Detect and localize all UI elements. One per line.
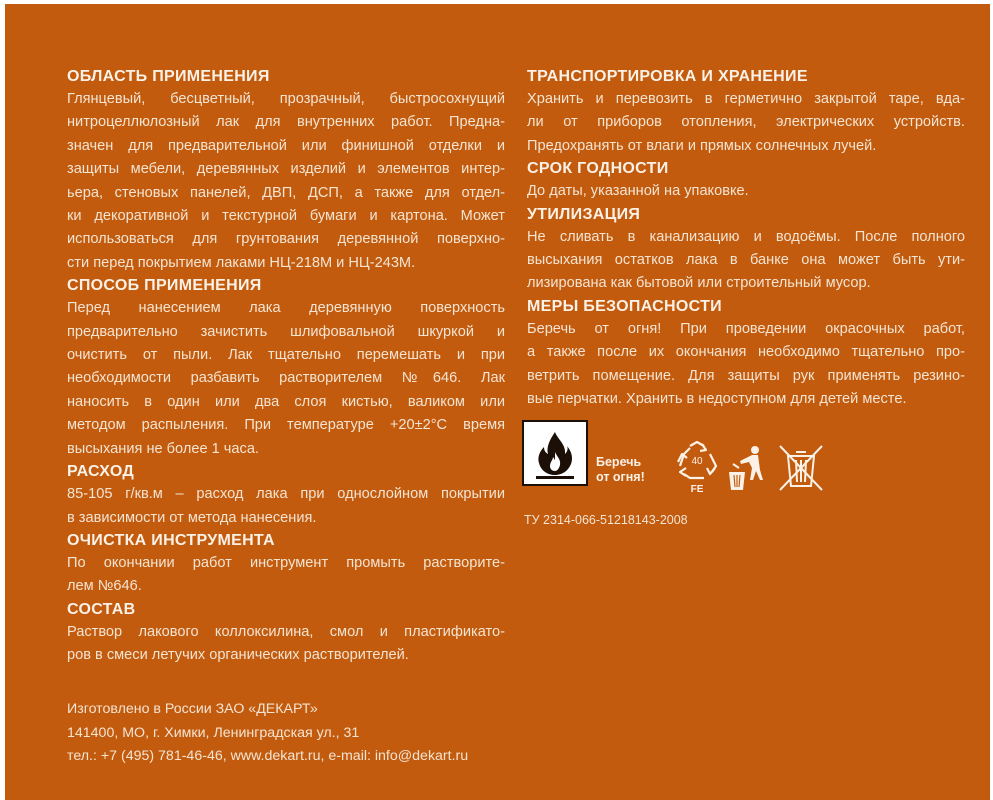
text-line: 85-105 г/кв.м – расход лака при однослойном покрытии: [67, 486, 505, 503]
fire-caption-line2: от огня!: [596, 470, 645, 484]
text-line: высыхания не более 1 часа.: [67, 440, 259, 457]
text-line: наносить в один или два слоя кистью, валиком или: [67, 393, 505, 410]
text-line: Хранить и перевозить в герметично закрытой таре, вда-: [527, 91, 965, 107]
section: [527, 296, 965, 412]
text-line: сти перед покрытием лаками НЦ-218М и НЦ-243М.: [67, 254, 416, 271]
recycle-number: 40: [691, 456, 703, 467]
text-line: вые перчатки. Хранить в недоступном для детей месте.: [527, 391, 907, 408]
left-column: [67, 66, 505, 668]
text-line: Глянцевый, бесцветный, прозрачный, быстросохнущий: [67, 91, 505, 107]
section: [527, 66, 965, 158]
text-line: защиты мебели, деревянных изделий и элементов интер-: [67, 161, 505, 178]
section-text: [527, 180, 965, 203]
text-line: а также после их окончания необходимо тщательно про-: [527, 344, 965, 361]
text-line: ли от приборов отопления, электрических устройств.: [527, 114, 965, 131]
right-column: [527, 66, 965, 411]
text-line: ветрить помещение. Для защиты рук применять резино-: [527, 367, 965, 384]
warning-icons: [522, 420, 842, 496]
section-heading: ОБЛАСТЬ ПРИМЕНЕНИЯ: [67, 68, 270, 85]
section-heading: СРОК ГОДНОСТИ: [527, 160, 669, 178]
text-line: ки декоративной и текстурной бумаги и картона. Может: [67, 208, 505, 225]
text-line: нитроцеллюлозный лак для внутренних работ. Предна-: [67, 114, 505, 131]
text-line: лем №646.: [67, 578, 142, 595]
text-line: До даты, указанной на упаковке.: [527, 183, 749, 200]
text-line: значен для предварительной или финишной отделки и: [67, 137, 505, 154]
section-text: [67, 552, 505, 599]
text-line: Перед нанесением лака деревянную поверхность: [67, 300, 505, 317]
text-line: использоваться для грунтования деревянной поверхно-: [67, 231, 505, 248]
section-heading: СОСТАВ: [67, 600, 136, 618]
footer-line3: тел.: +7 (495) 781-46-46, www.dekart.ru, e-mail: info@dekart.ru: [67, 748, 469, 764]
recycling-icon: [672, 440, 722, 496]
flammable-icon: [522, 420, 588, 486]
section: [67, 461, 505, 530]
text-line: в зависимости от метода нанесения.: [67, 509, 317, 526]
section: [67, 599, 505, 668]
section-text: [67, 297, 505, 461]
product-label: [5, 4, 990, 800]
text-line: Предохранять от влаги и прямых солнечных лучей.: [527, 137, 877, 154]
footer-line2: 141400, МО, г. Химки, Ленинградская ул., 31: [67, 724, 360, 741]
text-line: предварительно зачистить шлифовальной шкуркой и: [67, 323, 505, 340]
section: [67, 66, 505, 275]
manufacturer-info: [67, 698, 537, 769]
standard-code: ТУ 2314-066-51218143-2008: [524, 513, 688, 527]
section-heading: СПОСОБ ПРИМЕНЕНИЯ: [67, 277, 262, 295]
fire-caption-line1: Беречь: [596, 455, 642, 469]
text-line: Беречь от огня! При проведении окрасочных работ,: [527, 320, 965, 337]
fire-caption: [596, 455, 666, 485]
section-text: [527, 226, 965, 296]
footer-line1: Изготовлено в России ЗАО «ДЕКАРТ»: [67, 701, 318, 717]
section: [527, 204, 965, 296]
text-line: По окончании работ инструмент промыть растворите-: [67, 554, 505, 571]
section-text: [527, 88, 965, 158]
text-line: ров в смеси летучих органических растворителей.: [67, 647, 409, 664]
crossed-bin-icon: [774, 442, 828, 494]
section-text: [67, 88, 505, 275]
section-text: [527, 318, 965, 412]
section-text: [67, 483, 505, 530]
section-heading: ОЧИСТКА ИНСТРУМЕНТА: [67, 531, 275, 549]
section-heading: РАСХОД: [67, 463, 135, 481]
section: [67, 275, 505, 461]
section-heading: МЕРЫ БЕЗОПАСНОСТИ: [527, 297, 722, 315]
text-line: Раствор лакового коллоксилина, смол и пластификато-: [67, 623, 505, 640]
text-line: ьера, стеновых панелей, ДВП, ДСП, а также для отдел-: [67, 184, 505, 201]
section-text: [67, 621, 505, 668]
text-line: высыхания остатков лака в банке она может быть ути-: [527, 252, 965, 269]
section: [527, 158, 965, 203]
text-line: лизирована как бытовой или строительный мусор.: [527, 275, 871, 292]
tidy-man-icon: [725, 444, 771, 494]
text-line: очистить от пыли. Лак тщательно перемешать и при: [67, 347, 505, 364]
recycle-code: FE: [690, 484, 704, 495]
section-heading: УТИЛИЗАЦИЯ: [527, 205, 641, 223]
text-line: методом распыления. При температуре +20±2°С время: [67, 417, 505, 434]
section-heading: ТРАНСПОРТИРОВКА И ХРАНЕНИЕ: [527, 68, 808, 85]
section: [67, 530, 505, 599]
text-line: необходимости разбавить растворителем №646. Лак: [67, 370, 505, 387]
text-line: Не сливать в канализацию и водоёмы. После полного: [527, 228, 965, 245]
